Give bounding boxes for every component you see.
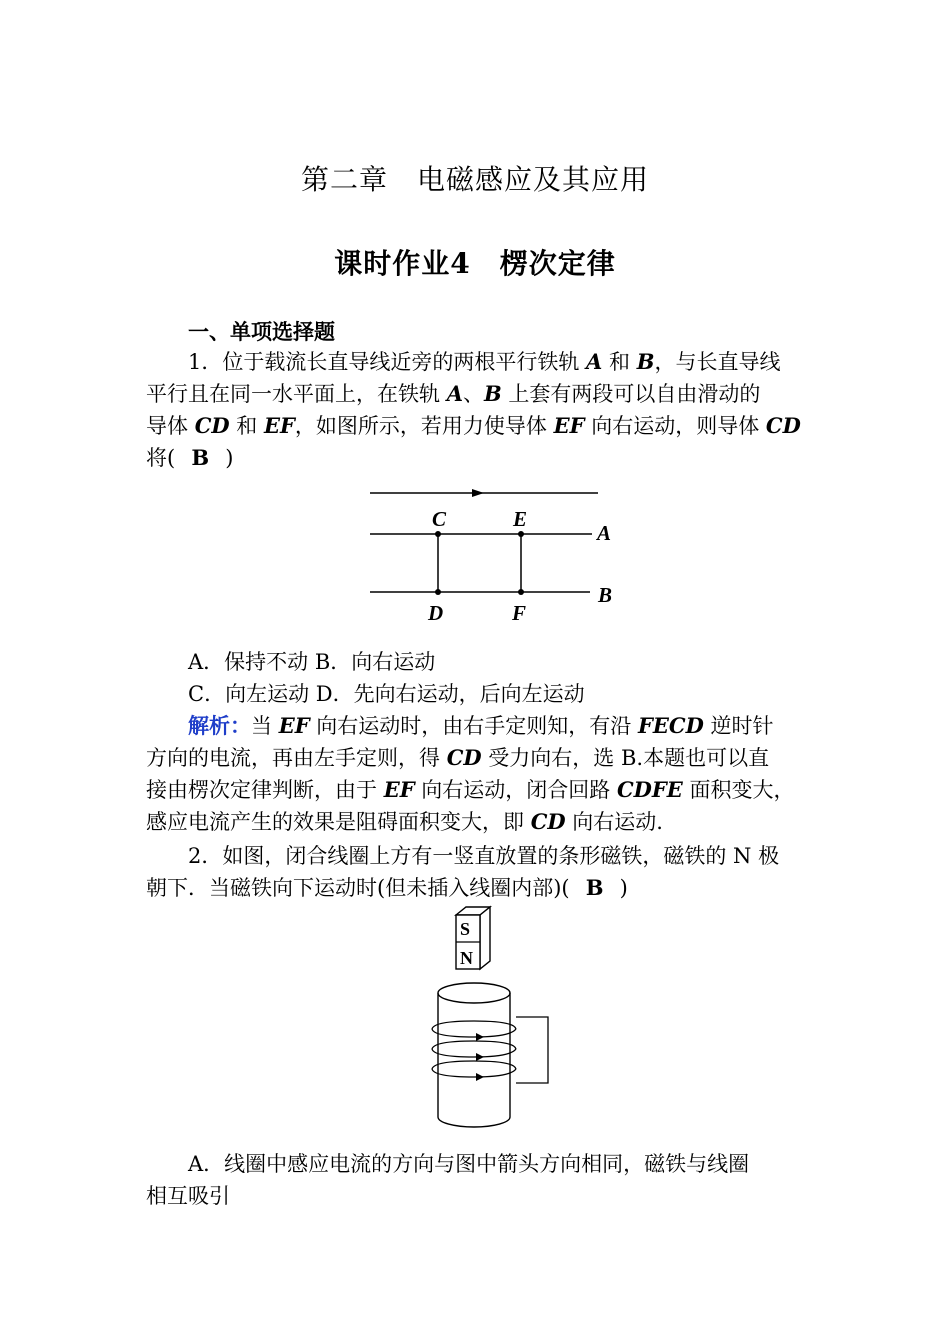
q1-analysis-line-3: 接由楞次定律判断，由于 EF 向右运动，闭合回路 CDFE 面积变大， <box>146 777 795 802</box>
point-f <box>518 589 524 595</box>
label-b: B <box>598 583 613 607</box>
analysis-label: 解析： <box>188 713 251 738</box>
q1-line-4: 将( B ) <box>146 445 234 470</box>
label-e: E <box>513 507 528 531</box>
magnet-s-label: S <box>460 919 471 939</box>
q1-analysis-line-4: 感应电流产生的效果是阻碍面积变大，即 CD 向右运动. <box>146 809 663 834</box>
q1-answer: B <box>191 445 210 470</box>
point-e <box>518 531 524 537</box>
lesson-title: 课时作业4 楞次定律 <box>334 247 616 280</box>
coil-arrow-icons <box>476 1033 484 1081</box>
q1-analysis-line-1: 解析：当 EF 向右运动时，由右手定则知，有沿 FECD 逆时针 <box>188 713 774 738</box>
q1-line-1: 1．位于载流长直导线近旁的两根平行铁轨 A 和 B，与长直导线 <box>188 349 781 374</box>
magnet-n-label: N <box>460 948 473 968</box>
point-c <box>435 531 441 537</box>
label-c: C <box>432 507 447 531</box>
current-arrow-icon <box>472 489 484 497</box>
q1-options-ab: A．保持不动 B．向右运动 <box>188 650 436 674</box>
q1-options-cd: C．向左运动 D．先向右运动，后向左运动 <box>188 682 585 706</box>
magnet-coil-figure <box>420 905 560 1137</box>
section-heading: 一、单项选择题 <box>188 319 335 344</box>
label-a: A <box>597 521 612 545</box>
bar-magnet <box>456 907 490 969</box>
q2-option-a-line-1: A．线圈中感应电流的方向与图中箭头方向相同，磁铁与线圈 <box>188 1152 750 1176</box>
q2-answer: B <box>585 875 604 900</box>
q2-line-2: 朝下．当磁铁向下运动时(但未插入线圈内部)( B ) <box>146 875 628 900</box>
q1-line-2: 平行且在同一水平面上，在铁轨 A、B 上套有两段可以自由滑动的 <box>146 381 761 406</box>
label-d: D <box>428 601 444 625</box>
q1-analysis-line-2: 方向的电流，再由左手定则，得 CD 受力向右，选 B.本题也可以直 <box>146 745 770 770</box>
q2-option-a-line-2: 相互吸引 <box>146 1184 230 1208</box>
q1-line-3: 导体 CD 和 EF，如图所示，若用力使导体 EF 向右运动，则导体 CD <box>146 413 801 438</box>
rails-figure <box>360 480 630 630</box>
chapter-title: 第二章 电磁感应及其应用 <box>300 163 649 196</box>
coil-windings <box>432 1017 548 1083</box>
point-d <box>435 589 441 595</box>
label-f: F <box>512 601 527 625</box>
q2-line-1: 2．如图，闭合线圈上方有一竖直放置的条形磁铁，磁铁的 N 极 <box>188 844 780 868</box>
